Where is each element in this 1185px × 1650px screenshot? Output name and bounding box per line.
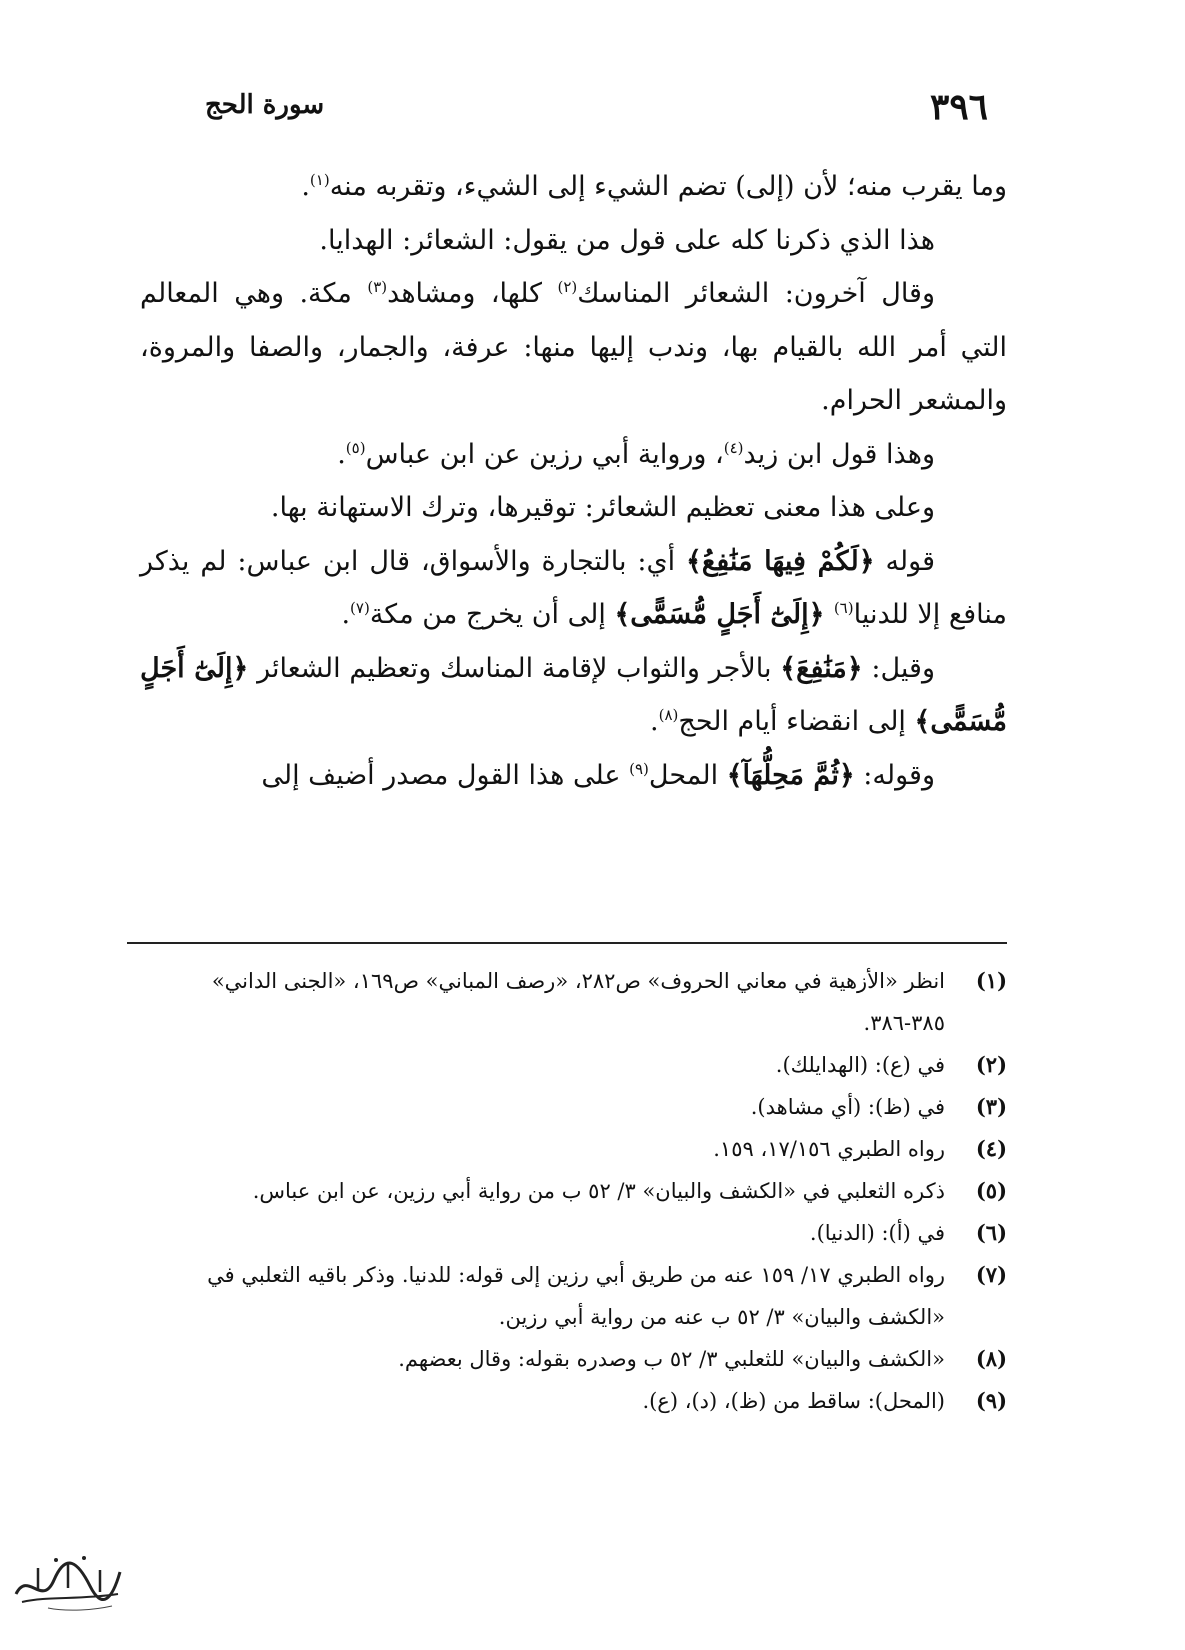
footnote-text: (المحل): ساقط من (ظ)، (د)، (ع).: [642, 1389, 945, 1413]
main-text: [140, 160, 1007, 802]
quran-quote: ﴿ثُمَّ مَحِلُّهَآ﴾: [726, 759, 855, 791]
paragraph: وما يقرب منه؛ لأن (إلى) تضم الشيء إلى الشيء، وتقربه منه$^{(١)}$.: [301, 171, 1007, 202]
footnote: [140, 1170, 1007, 1212]
footnote-number: (١): [975, 968, 1007, 993]
footnote-ref[interactable]: (٥): [345, 438, 366, 457]
footnote-ref[interactable]: (٤): [723, 438, 744, 457]
paragraph: هذا الذي ذكرنا كله على قول من يقول: الشعائر: الهدايا.: [319, 224, 935, 256]
footnote: [140, 1380, 1007, 1422]
running-title: سورة الحج: [205, 90, 325, 120]
footnote: [140, 1338, 1007, 1380]
page-number: ٣٩٦: [929, 86, 988, 128]
footnote-number: (٥): [975, 1178, 1007, 1203]
footnote: [140, 1128, 1007, 1170]
footnote-text: في (ظ): (أي مشاهد).: [750, 1095, 945, 1119]
footnote-ref[interactable]: (٩): [629, 759, 649, 778]
footnote-text: رواه الطبري ١٧/١٥٦، ١٥٩.: [713, 1137, 945, 1161]
footnote-number: (٧): [975, 1262, 1007, 1287]
footnote-number: (٤): [975, 1136, 1007, 1161]
paragraph: وهذا قول ابن زيد$^{(٤)}$، ورواية أبي رزين عن ابن عباس$^{(٥)}$.: [337, 438, 935, 470]
footnote: [140, 1044, 1007, 1086]
footnote-number: (٩): [975, 1388, 1007, 1413]
footnotes: [140, 960, 1007, 1422]
footnote-ref[interactable]: (٦): [833, 599, 854, 617]
footnote-text: في (ع): (الهدايلك).: [775, 1053, 945, 1077]
quran-quote: ﴿مَنَٰفِعَ﴾: [780, 652, 863, 684]
footnote-ref[interactable]: (٨): [658, 706, 679, 724]
footnote-number: (٦): [975, 1220, 1007, 1245]
footnote-text: انظر «الأزهية في معاني الحروف» ص٢٨٢، «رصف المباني» ص١٦٩، «الجنى الداني» ٣٨٥-٣٨٦.: [211, 969, 945, 1035]
footnote: [140, 960, 1007, 1044]
footnote-ref[interactable]: (١): [309, 171, 330, 189]
footnote-number: (٢): [975, 1052, 1007, 1077]
footnote-ref[interactable]: (٣): [367, 278, 388, 296]
publisher-logo: [8, 1550, 126, 1614]
footnote: [140, 1212, 1007, 1254]
paragraph: وعلى هذا معنى تعظيم الشعائر: توقيرها، وترك الاستهانة بها.: [270, 492, 935, 523]
quran-quote: ﴿إِلَىٰٓ أَجَلٍ مُّسَمًّى﴾: [614, 599, 834, 630]
footnote-number: (٨): [975, 1346, 1007, 1371]
footnote-ref[interactable]: (٧): [350, 599, 370, 617]
footnote: [140, 1254, 1007, 1338]
paragraph: وقوله: ﴿ثُمَّ مَحِلُّهَآ﴾ المحل$^{(٩)}$ على هذا القول مصدر أضيف إلى: [261, 759, 935, 791]
paragraph: وقال آخرون: الشعائر المناسك$^{(٢)}$ كلها، ومشاهد$^{(٣)}$ مكة. وهي المعالم التي أمر الله بالقيام بها، وندب إليها منها: عرفة، والجمار، والصفا والمروة، والمشعر الحرام.: [140, 278, 1007, 416]
footnote-text: «الكشف والبيان» للثعلبي ٣/ ٥٢ ب وصدره بقوله: وقال بعضهم.: [398, 1347, 945, 1371]
footnote: [140, 1086, 1007, 1128]
paragraph: وقيل: ﴿مَنَٰفِعَ﴾ بالأجر والثواب لإقامة المناسك وتعظيم الشعائر ﴿إِلَىٰٓ أَجَلٍ مُّسَمًّى﴾ إلى انقضاء أيام الحج$^{(٨)}$.: [140, 652, 1007, 737]
footnote-number: (٣): [975, 1094, 1007, 1119]
footnote-text: ذكره الثعلبي في «الكشف والبيان» ٣/ ٥٢ ب من رواية أبي رزين، عن ابن عباس.: [252, 1179, 945, 1203]
footnote-ref[interactable]: (٢): [557, 278, 578, 296]
footnote-divider: [127, 942, 1007, 944]
footnote-text: في (أ): (الدنيا).: [809, 1221, 945, 1245]
paragraph: قوله ﴿لَكُمْ فِيهَا مَنَٰفِعُ﴾ أي: بالتجارة والأسواق، قال ابن عباس: لم يذكر منافع إلا للدنيا$^{(٦)}$ ﴿إِلَىٰٓ أَجَلٍ مُّسَمًّى﴾ إلى أن يخرج من مكة$^{(٧)}$.: [140, 545, 1007, 630]
quran-quote: ﴿لَكُمْ فِيهَا مَنَٰفِعُ﴾: [686, 545, 875, 577]
footnote-text: رواه الطبري ١٧/ ١٥٩ عنه من طريق أبي رزين إلى قوله: للدنيا. وذكر باقيه الثعلبي في «الكشف والبيان» ٣/ ٥٢ ب عنه من رواية أبي رزين.: [207, 1263, 945, 1329]
quran-quote: ﴿إِلَىٰٓ أَجَلٍ مُّسَمًّى﴾: [140, 652, 1007, 737]
